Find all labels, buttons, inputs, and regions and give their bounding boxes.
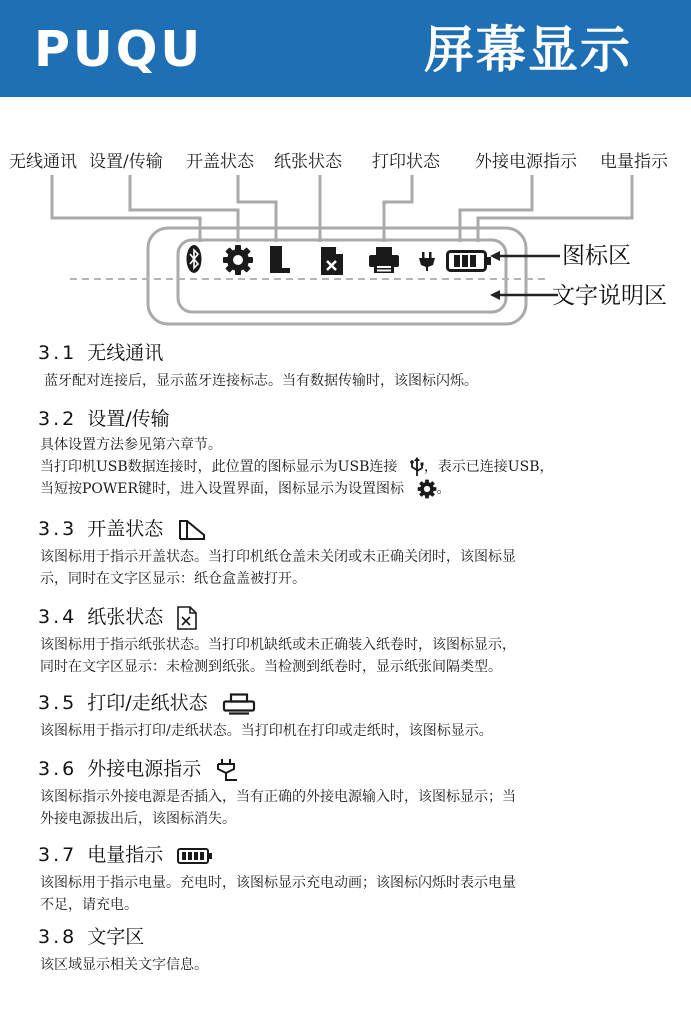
battery-icon bbox=[446, 250, 492, 272]
section-body: 该图标用于指示纸张状态。当打印机缺纸或未正确装入纸卷时，该图标显示， 同时在文字区显示：未检测到纸张。当检测到纸卷时，显示纸张间隔类型。 bbox=[40, 637, 516, 675]
power-plug-icon bbox=[215, 758, 239, 782]
power-plug-icon bbox=[416, 250, 438, 272]
section-heading: 3.5 打印/走纸状态 bbox=[38, 690, 256, 716]
brand-logo: PUQU bbox=[34, 21, 204, 78]
label-paper-status: 纸张状态 bbox=[274, 152, 342, 172]
section-heading: 3.8 文字区 bbox=[38, 926, 145, 948]
section-body: 该图标用于指示打印/走纸状态。当打印机在打印或走纸时，该图标显示。 bbox=[40, 723, 493, 739]
gear-icon bbox=[222, 244, 254, 276]
label-print-status: 打印状态 bbox=[372, 152, 440, 172]
printer-icon bbox=[222, 693, 256, 715]
label-wireless: 无线通讯 bbox=[9, 152, 77, 172]
section-body: 蓝牙配对连接后，显示蓝牙连接标志。当有数据传输时，该图标闪烁。 bbox=[44, 373, 478, 389]
paper-missing-icon bbox=[320, 246, 344, 276]
label-battery: 电量指示 bbox=[600, 152, 668, 172]
section-heading: 3.3 开盖状态 bbox=[38, 516, 207, 542]
section-heading: 3.1 无线通讯 bbox=[38, 342, 164, 364]
screen-diagram bbox=[0, 140, 691, 340]
bluetooth-icon bbox=[186, 244, 202, 274]
paper-missing-icon bbox=[177, 606, 197, 630]
label-external-power: 外接电源指示 bbox=[475, 152, 577, 172]
cover-open-icon bbox=[266, 244, 292, 274]
label-cover-status: 开盖状态 bbox=[186, 152, 254, 172]
label-settings-transfer: 设置/传输 bbox=[89, 152, 163, 172]
cover-open-icon bbox=[177, 519, 207, 541]
section-body: 该图标指示外接电源是否插入，当有正确的外接电源输入时，该图标显示；当 外接电源拔出后，该图标消失。 bbox=[40, 789, 516, 827]
section-heading: 3.6 外接电源指示 bbox=[38, 756, 239, 782]
gear-icon bbox=[417, 479, 437, 499]
section-body: 该区域显示相关文字信息。 bbox=[40, 957, 208, 973]
page-header bbox=[0, 0, 691, 97]
section-body: 具体设置方法参见第六章节。 当打印机USB数据连接时，此位置的图标显示为USB连接 ，表示已连接USB， 当短按POWER键时，进入设置界面，图标显示为设置图标 。 bbox=[40, 437, 554, 497]
section-body: 该图标用于指示电量。充电时，该图标显示充电动画；该图标闪烁时表示电量 不足，请充电。 bbox=[40, 875, 516, 913]
usb-icon bbox=[410, 457, 424, 477]
text-area-label: 文字说明区 bbox=[552, 283, 667, 309]
printer-icon bbox=[368, 246, 400, 274]
section-heading: 3.2 设置/传输 bbox=[38, 408, 170, 430]
page-title: 屏幕显示 bbox=[424, 21, 632, 79]
section-body: 该图标用于指示开盖状态。当打印机纸仓盖未关闭或未正确关闭时，该图标显 示，同时在文字区显示：纸仓盒盖被打开。 bbox=[40, 549, 516, 587]
section-heading: 3.7 电量指示 bbox=[38, 842, 213, 868]
icon-area-label: 图标区 bbox=[562, 243, 631, 269]
battery-icon bbox=[177, 848, 213, 864]
section-heading: 3.4 纸张状态 bbox=[38, 604, 197, 630]
